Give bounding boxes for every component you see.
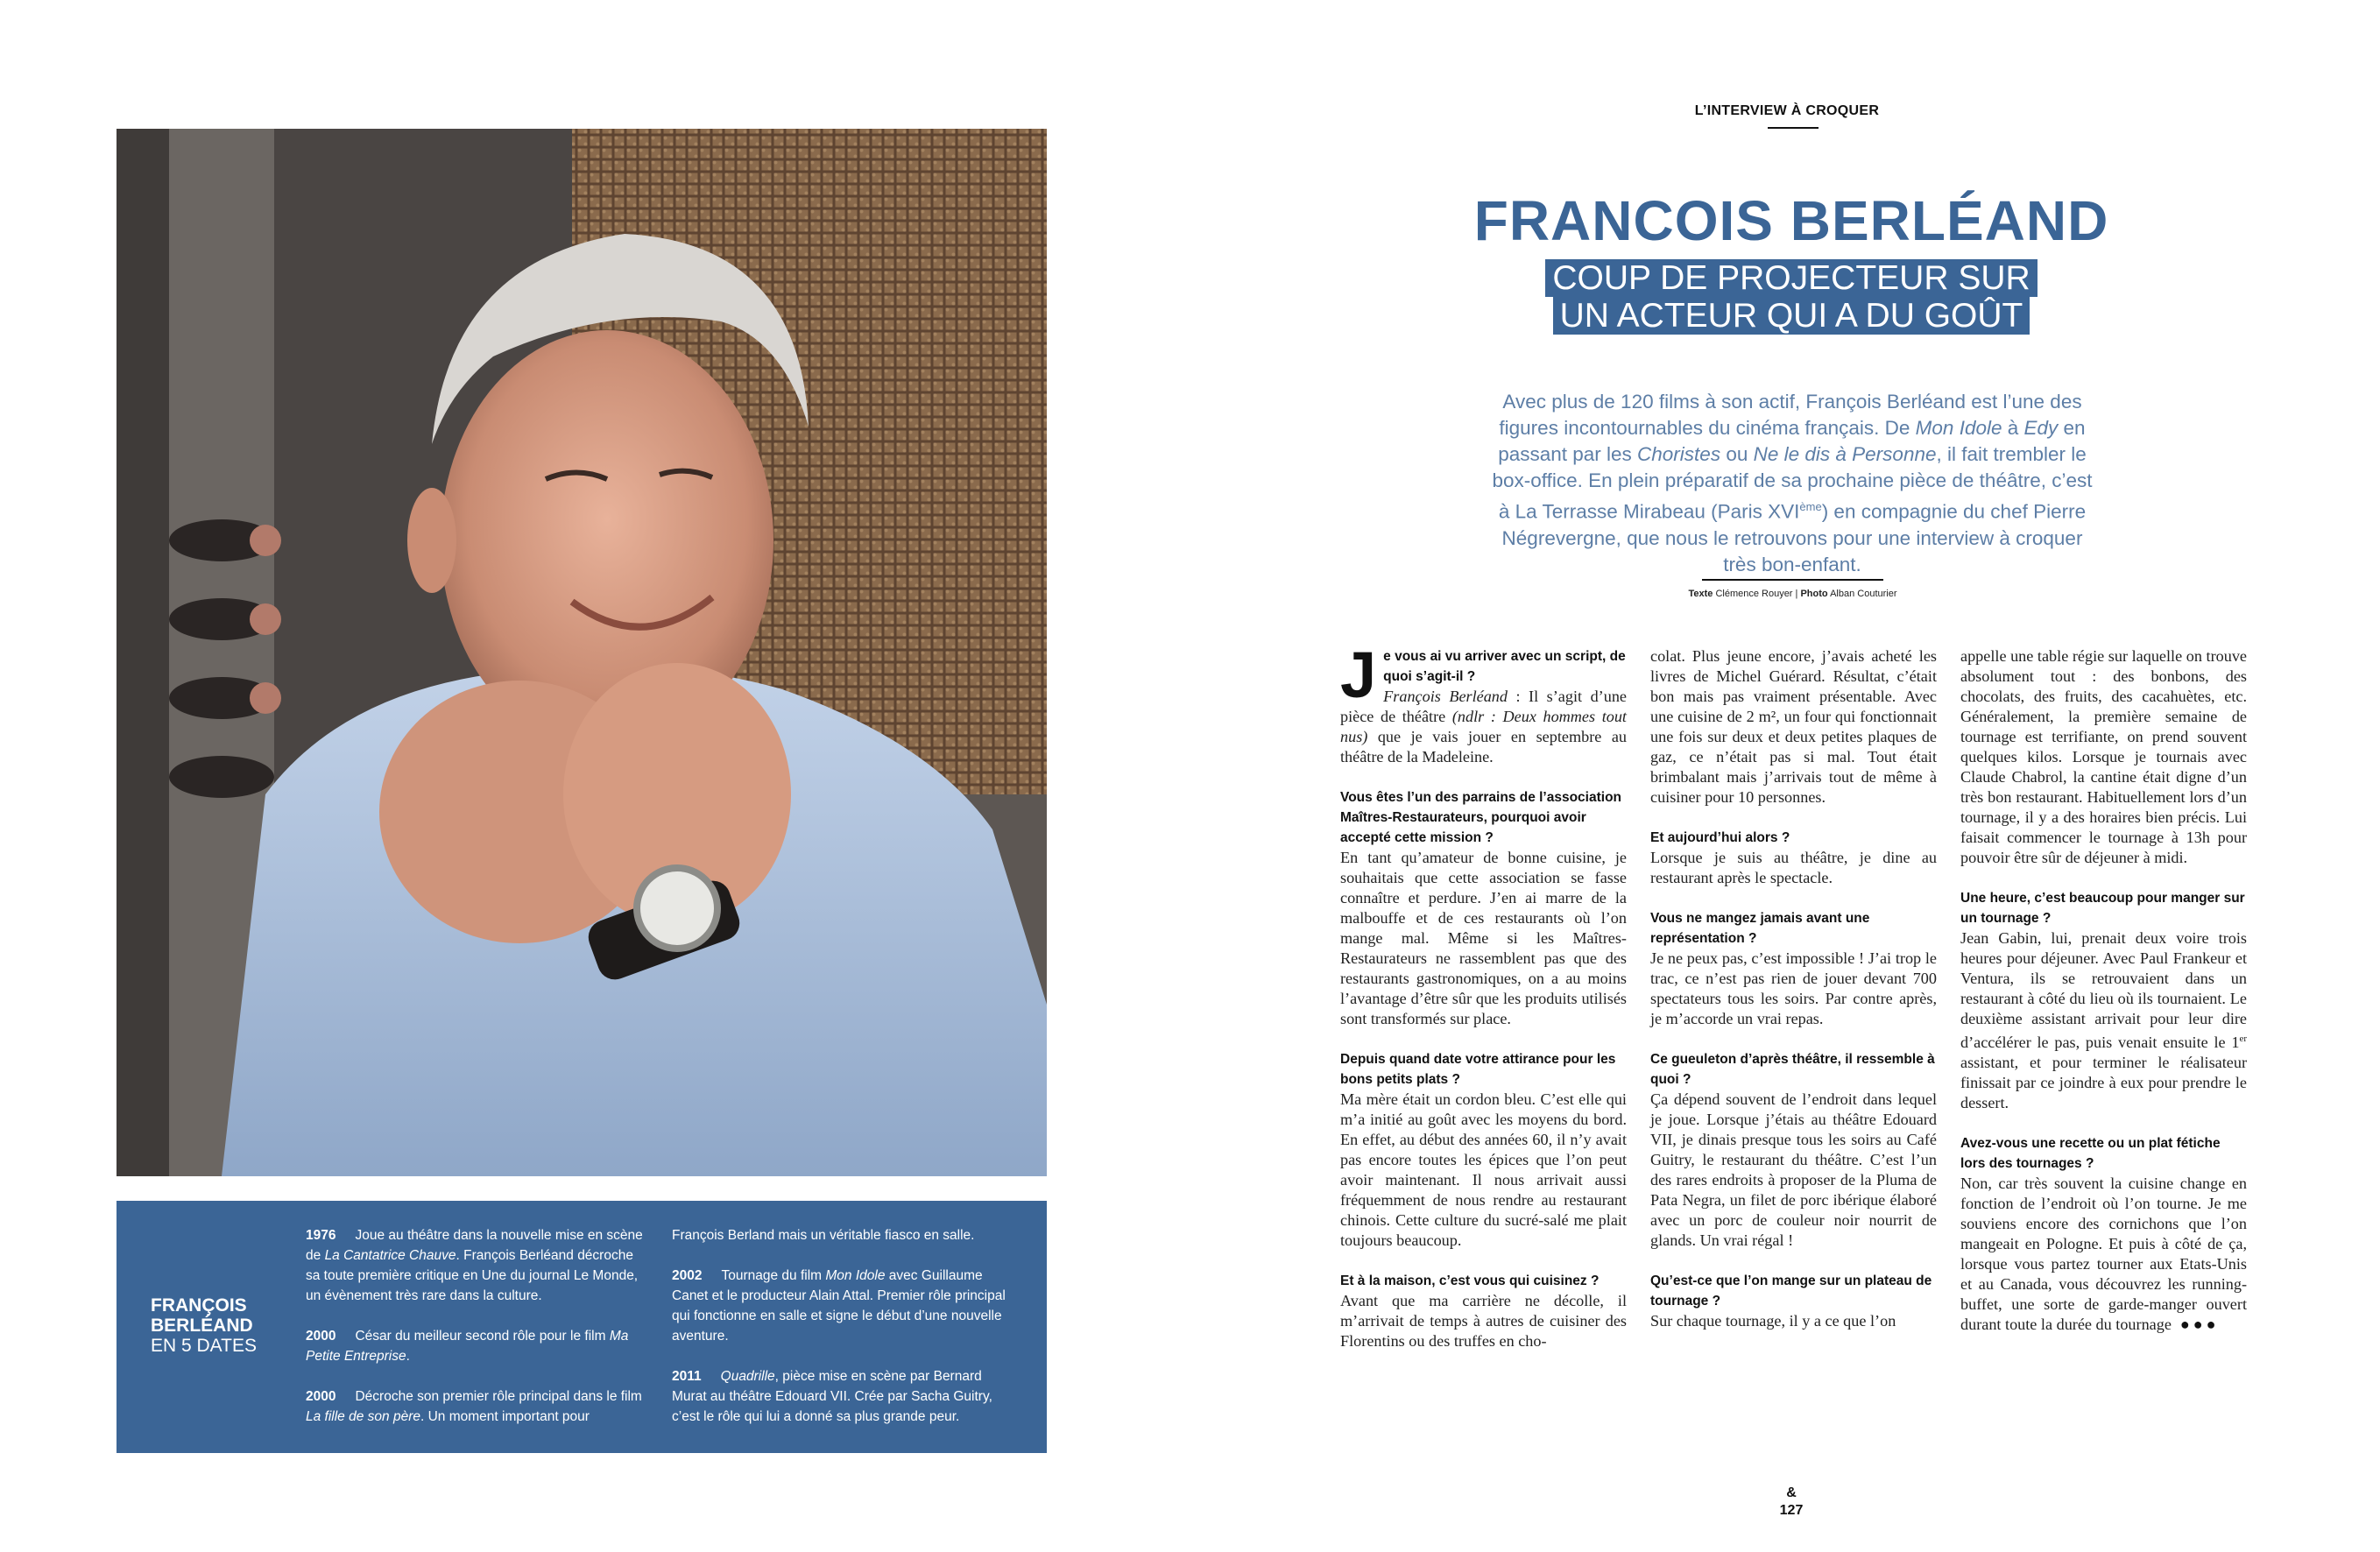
answer-text: Non, car très souvent la cuisine change en fonction de l’endroit où l’on tourne. Je me souviens encore des cornichons que l’on mangeait en Pologne. Et puis à côté de ça, lorsque vous partez tourner aux Etats-Unis et au Canada, vous découvrez les running-buffet, une sorte de garde-manger ouvert durant toute la durée du tournage (1960, 1175, 2247, 1334)
dates-title-line3: EN 5 DATES (151, 1336, 257, 1356)
date-text: Tournage du film (721, 1268, 826, 1283)
question: Vous êtes l’un des parrains de l’association Maîtres-Restaurateurs, pourquoi avoir accepté cette mission ? (1340, 790, 1622, 845)
question: Une heure, c’est beaucoup pour manger sur un tournage ? (1960, 891, 2245, 926)
answer-text: Jean Gabin, lui, prenait deux voire trois heures pour déjeuner. Avec Paul Frankeur et Ventura, ils se retrouvaient dans un restaurant à côté du lieu où ils tournaient. Le deuxième assistant arrivait pour leur dire d’accélérer le pas, puis venait ensuite le 1 (1960, 929, 2247, 1052)
subtitle-line1: COUP DE PROJECTEUR SUR (1545, 259, 2037, 297)
date-italic: La Cantatrice Chauve (324, 1248, 456, 1263)
date-text: avec Guillaume Canet et le producteur Alain Attal. Premier rôle principal qui fonctionne en salle et signe le début d’une nouvelle aventure. (672, 1268, 1006, 1344)
speaker-name: François Berléand (1383, 688, 1508, 705)
article-column-2 (1650, 646, 1937, 1351)
intro-text: , il fait trembler le box-office. En plein préparatif de sa prochaine pièce de théâtre, c’est à La Terrasse Mirabeau (Paris XVI (1492, 443, 2093, 523)
answer: Ma mère était un cordon bleu. C’est elle qui m’a initié au goût avec les moyens du bord. En effet, au début des années 60, il n’y avait pas encore toutes les épices que l’on peut avoir maintenant. Il nous arrivait aussi fréquemment de nous rendre au restaurant chinois. Cette culture du sucré-salé me plait toujours beaucoup. (1340, 1090, 1627, 1249)
answer-text: assistant, et pour terminer le réalisateur finissait par ce joindre à eux pour prendre le dessert. (1960, 1054, 2247, 1112)
date-text: Joue au théâtre dans la nouvelle mise en scène de (306, 1228, 643, 1263)
answer: Je ne peux pas, c’est impossible ! J’ai trop le trac, ce n’est pas rien de jouer devant 700 spectateurs tous les soirs. Par contre après, je m’accorde un vrai repas. (1650, 949, 1937, 1027)
date-year: 2000 (306, 1329, 336, 1344)
credit-photo-label: Photo (1800, 589, 1828, 599)
article-column-3 (1960, 646, 2247, 1355)
portrait-illustration (117, 129, 1047, 1176)
intro-text: ) en compagnie du chef Pierre Négrevergne, que nous le retrouvons pour une interview à croquer très bon-enfant. (1501, 500, 2087, 575)
answer-note: (ndlr : Deux hommes tout nus) (1340, 708, 1627, 745)
intro-text: en passant par les (1498, 417, 2086, 465)
answer-continued: appelle une table régie sur laquelle on trouve absolument tout : des bonbons, des chocolats, des fruits, des cacahuètes, etc. Généralement, la première semaine de tournage est terrifiante, on prend souvent quelques kilos. Lorsque je tournais avec Claude Chabrol, la cantine était digne d’un très bon restaurant. Habituellement lors d’un tournage, il y a des horaires bien précis. Lui faisait commencer le tournage à 13h pour pouvoir être sûr de déjeuner à midi. (1960, 647, 2247, 866)
dates-box-title (151, 1295, 282, 1356)
question: Vous ne mangez jamais avant une représentation ? (1650, 911, 1870, 946)
question: Qu’est-ce que l’on mange sur un plateau de tournage ? (1650, 1273, 1932, 1309)
qa-block (1340, 638, 1627, 767)
kicker-underline (1768, 127, 1819, 129)
qa-block (1960, 1133, 2247, 1335)
date-entry (306, 1326, 647, 1366)
answer: Lorsque je suis au théâtre, je dine au restaurant après le spectacle. (1650, 849, 1937, 886)
dates-column-1 (306, 1225, 647, 1447)
intro-italic: Choristes (1637, 443, 1721, 465)
answer: Avant que ma carrière ne décolle, il m’arrivait de temps à autres de cuisiner des Florentins ou des truffes en cho- (1340, 1292, 1627, 1350)
qa-block (1650, 1049, 1937, 1251)
date-italic: La fille de son père (306, 1409, 420, 1424)
intro-text: à (2002, 417, 2024, 439)
magazine-logo-ampersand: & (1786, 1485, 1797, 1500)
qa-block (1340, 1049, 1627, 1251)
date-italic: Mon Idole (825, 1268, 886, 1283)
answer: Sur chaque tournage, il y a ce que l’on (1650, 1312, 1896, 1330)
credit-rule (1702, 579, 1883, 581)
intro-italic: Ne le dis à Personne (1753, 443, 1937, 465)
qa-block (1650, 828, 1937, 888)
drop-cap: J (1340, 638, 1377, 711)
date-year: 2002 (672, 1268, 703, 1283)
portrait-photo (117, 129, 1047, 1176)
dates-column-2 (672, 1225, 1013, 1447)
answer-text: : Il s’agit d’une pièce de théâtre (1340, 688, 1627, 725)
five-dates-box (117, 1201, 1047, 1453)
answer: Ça dépend souvent de l’endroit dans lequel je joue. Lorsque j’étais au théâtre Edouard VII, je dinais presque tous les soirs au Café Guitry, le restaurant du théâtre. C’est l’un des rares endroits à proposer de la Pluma de Pata Negra, un filet de porc ibérique élaboré avec un porc de couleur noir nourrit de glands. Un vrai régal ! (1650, 1090, 1937, 1249)
date-italic: Ma Petite Entreprise (306, 1329, 629, 1364)
date-entry (672, 1366, 1013, 1427)
credit-photo-name: Alban Couturier (1830, 589, 1897, 599)
date-text: . (406, 1349, 410, 1364)
date-year: 2000 (306, 1389, 336, 1404)
date-entry (672, 1266, 1013, 1346)
date-text: Décroche son premier rôle principal dans le film (355, 1389, 642, 1404)
date-year: 1976 (306, 1228, 336, 1243)
dates-title-line2: BERLÉAND (151, 1316, 253, 1336)
qa-block (1340, 1271, 1627, 1351)
credit-text-name: Clémence Rouyer (1715, 589, 1793, 599)
date-text: César du meilleur second rôle pour le film (355, 1329, 610, 1344)
date-text: , pièce mise en scène par Bernard Murat au théâtre Edouard VII. Crée par Sacha Guitry, c’est le rôle qui lui a donné sa plus grande peur. (672, 1369, 992, 1424)
subtitle-line2: UN ACTEUR QUI A DU GOÛT (1553, 297, 2030, 335)
credit-text-label: Texte (1688, 589, 1713, 599)
credit-separator: | (1795, 589, 1798, 599)
date-text: . François Berléand décroche sa toute première critique en Une du journal Le Monde, un évènement très rare dans la culture. (306, 1248, 639, 1303)
intro-italic: Mon Idole (1915, 417, 2002, 439)
question: e vous ai vu arriver avec un script, de quoi s’agit-il ? (1383, 649, 1626, 684)
qa-block (1650, 1271, 1937, 1331)
date-entry-continued: François Berland mais un véritable fiasco en salle. (672, 1228, 975, 1243)
article-subtitle (1435, 259, 2148, 335)
question: Avez-vous une recette ou un plat fétiche lors des tournages ? (1960, 1136, 2221, 1172)
intro-text: Avec plus de 120 films à son actif, François Berléand est l’une des figures incontournables du cinéma français. De (1499, 391, 2082, 439)
qa-block (1960, 888, 2247, 1113)
page-number: 127 (1779, 1503, 1804, 1518)
qa-block (1650, 908, 1937, 1029)
answer: En tant qu’amateur de bonne cuisine, je souhaitais que cette association se fasse connaître et perdure. J’en ai marre de la malbouffe et de ces restaurants où l’on mange mal. Même si les Maîtres-Restaurateurs ne rassemblent pas que des restaurants gastronomiques, on a au moins l’avantage d’être sûr que les produits utilisés sont transformés sur place. (1340, 849, 1627, 1027)
question: Et aujourd’hui alors ? (1650, 830, 1790, 845)
article-title: FRANCOIS BERLÉAND (1473, 189, 2109, 252)
date-year: 2011 (672, 1369, 702, 1384)
question: Ce gueuleton d’après théâtre, il ressemble à quoi ? (1650, 1052, 1935, 1087)
answer-continued: colat. Plus jeune encore, j’avais acheté les livres de Michel Guérard. Résultat, c’était bon mais pas vraiment présentable. Avec une cuisine de 2 m², un four qui fonctionnait une fois sur deux et deux petites plaques de gaz, ce n’était pas si mal. Tout était brimbalant mais j’arrivais tout de même à cuisiner pour 10 personnes. (1650, 647, 1937, 806)
date-entry (306, 1225, 647, 1306)
intro-text: ou (1720, 443, 1754, 465)
intro-italic: Edy (2023, 417, 2059, 439)
intro-superscript: ème (1799, 500, 1822, 513)
article-column-1 (1340, 638, 1627, 1372)
section-kicker: L’INTERVIEW À CROQUER (1694, 103, 1880, 118)
dates-title-line1: FRANÇOIS (151, 1295, 247, 1316)
end-of-article-icon: ●●● (2179, 1316, 2220, 1334)
byline-credit (1647, 589, 1939, 599)
intro-paragraph (1489, 389, 2095, 578)
date-entry (306, 1386, 647, 1427)
answer-superscript: er (2239, 1033, 2247, 1044)
qa-block (1340, 787, 1627, 1029)
answer-text: que je vais jouer en septembre au théâtre de la Madeleine. (1340, 728, 1627, 765)
date-italic: Quadrille (720, 1369, 775, 1384)
question: Et à la maison, c’est vous qui cuisinez ? (1340, 1273, 1600, 1288)
date-text: . Un moment important pour (420, 1409, 590, 1424)
question: Depuis quand date votre attirance pour les bons petits plats ? (1340, 1052, 1616, 1087)
